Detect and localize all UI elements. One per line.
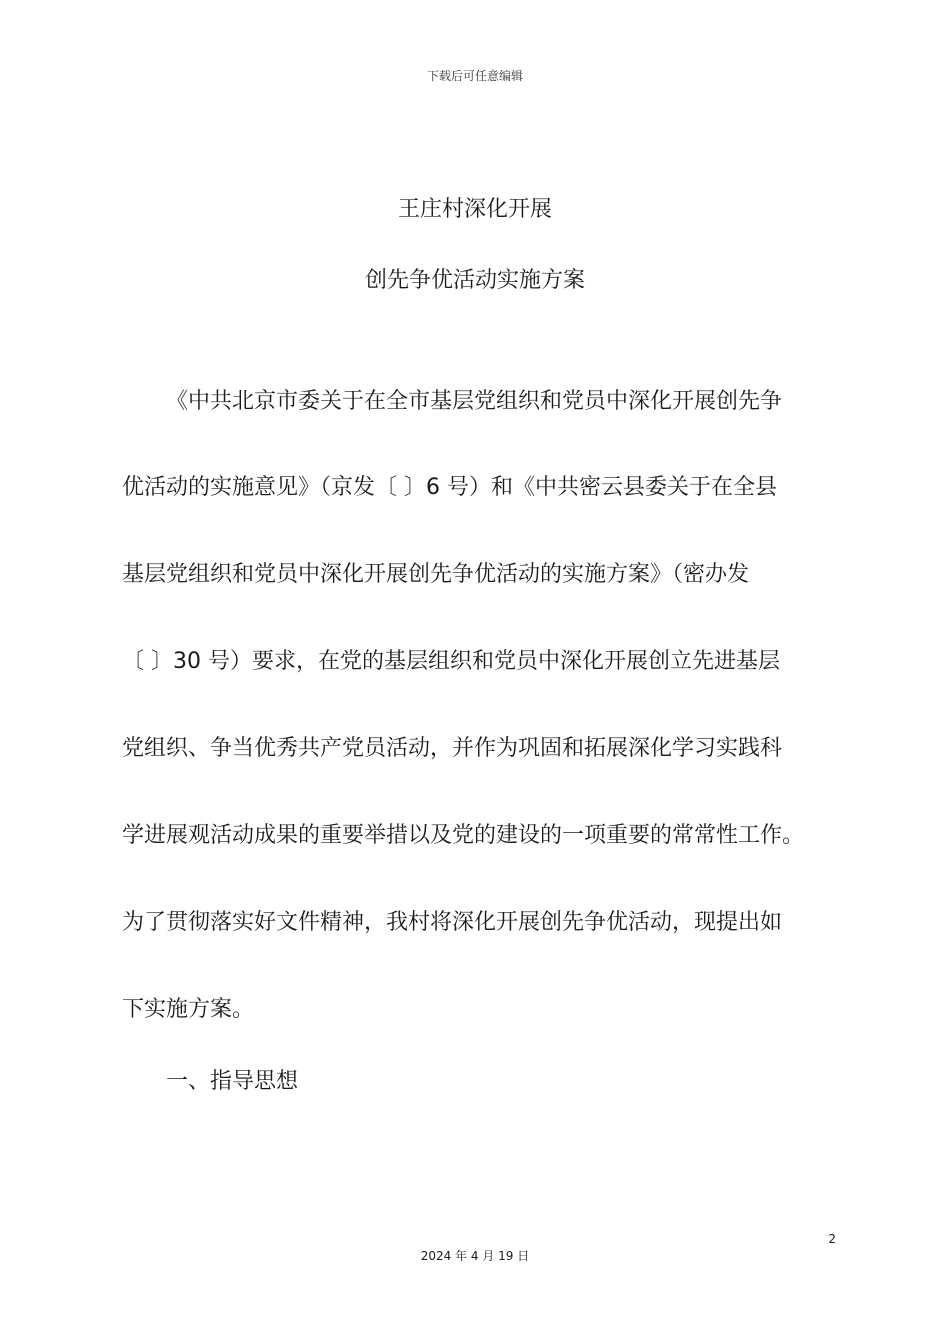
body-line: 学进展观活动成果的重要举措以及党的建设的一项重要的常常性工作。 <box>122 823 805 848</box>
page-number: 2 <box>828 1232 836 1246</box>
body-line: 优活动的实施意见》（京发〔 〕6 号）和《中共密云县委关于在全县 <box>122 475 777 500</box>
document-title-line-1: 王庄村深化开展 <box>397 197 552 222</box>
body-line: 党组织、争当优秀共产党员活动，并作为巩固和拓展深化学习实践科 <box>122 736 783 761</box>
section-heading: 一、指导思想 <box>166 1069 299 1094</box>
header-note: 下载后可任意编辑 <box>426 69 523 83</box>
body-line: 〔 〕30 号）要求，在党的基层组织和党员中深化开展创立先进基层 <box>122 649 780 674</box>
body-line: 下实施方案。 <box>122 997 255 1022</box>
body-line: 基层党组织和党员中深化开展创先争优活动的实施方案》（密办发 <box>122 562 750 587</box>
footer-date: 2024 年 4 月 19 日 <box>420 1249 530 1263</box>
body-line: 为了贯彻落实好文件精神，我村将深化开展创先争优活动，现提出如 <box>122 910 783 935</box>
document-title-line-2: 创先争优活动实施方案 <box>364 268 585 293</box>
body-line: 《中共北京市委关于在全市基层党组织和党员中深化开展创先争 <box>166 389 783 414</box>
